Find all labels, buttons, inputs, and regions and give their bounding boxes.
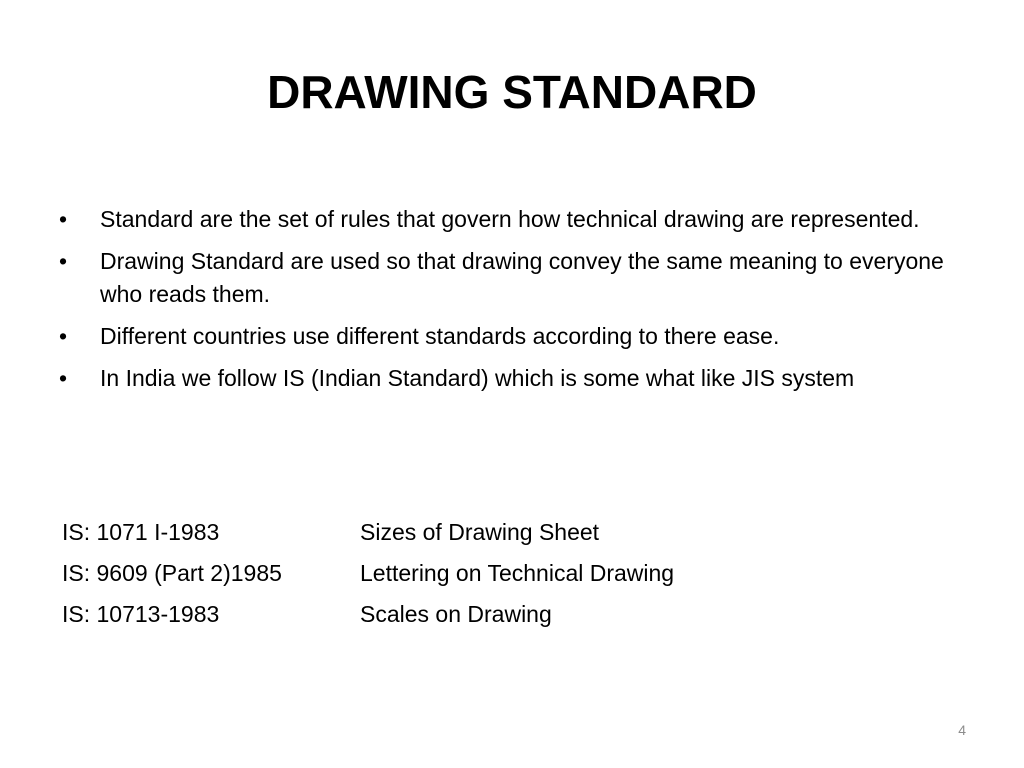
- bullet-icon: •: [59, 248, 68, 274]
- bullet-list: [58, 203, 958, 404]
- bullet-text: Different countries use different standards according to there ease.: [100, 323, 780, 349]
- bullet-text: Standard are the set of rules that govern how technical drawing are represented.: [100, 206, 920, 232]
- bullet-icon: •: [59, 365, 68, 391]
- bullet-text: Drawing Standard are used so that drawing convey the same meaning to everyone who reads them.: [100, 248, 944, 307]
- standards-list: [62, 514, 762, 637]
- bullet-item: [58, 203, 958, 236]
- standard-code: IS: 1071 I-1983: [62, 519, 220, 545]
- bullet-item: [58, 245, 958, 311]
- standard-description: Scales on Drawing: [360, 601, 552, 627]
- standard-row: [62, 596, 762, 637]
- bullet-text: In India we follow IS (Indian Standard) which is some what like JIS system: [100, 365, 855, 391]
- page-number: 4: [958, 722, 966, 738]
- standard-description: Lettering on Technical Drawing: [360, 560, 675, 586]
- standard-code: IS: 9609 (Part 2)1985: [62, 560, 282, 586]
- bullet-icon: •: [59, 323, 68, 349]
- bullet-item: [58, 362, 958, 395]
- bullet-item: [58, 320, 958, 353]
- slide-title: DRAWING STANDARD: [267, 66, 757, 118]
- bullet-icon: •: [59, 206, 68, 232]
- standard-row: [62, 514, 762, 555]
- standard-code: IS: 10713-1983: [62, 601, 220, 627]
- standard-description: Sizes of Drawing Sheet: [360, 519, 600, 545]
- standard-row: [62, 555, 762, 596]
